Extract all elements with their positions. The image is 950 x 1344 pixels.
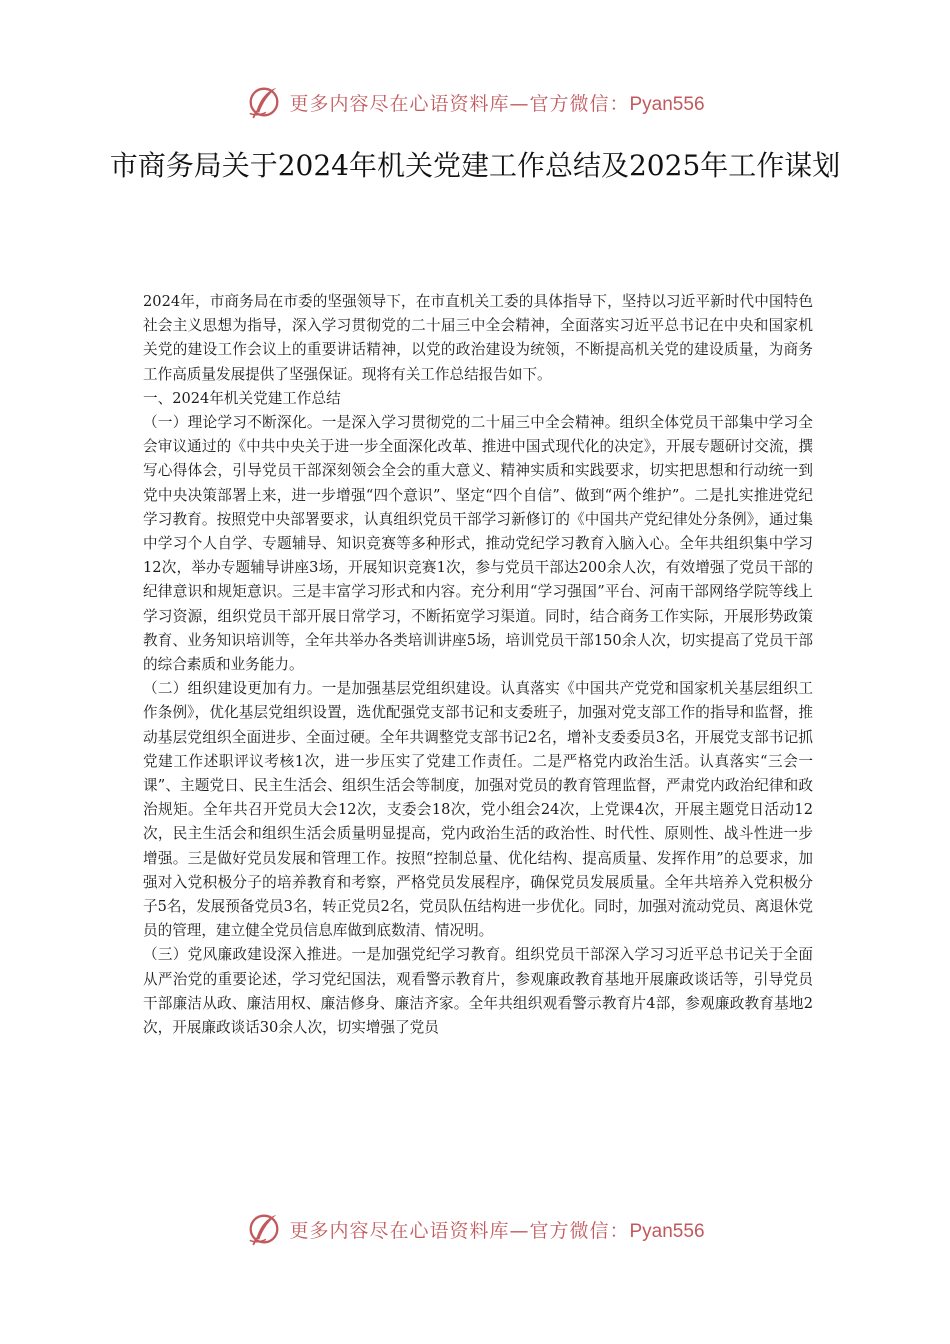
paragraph-organization: （二）组织建设更加有力。一是加强基层党组织建设。认真落实《中国共产党党和国家机关基层组织工作条例》，优化基层党组织设置，选优配强党支部书记和支委班子，加强对党支部工作的指导和监督，推动基层党组织全面进步、全面过硬。全年共调整党支部书记2名，增补支委委员3名，开展党支部书记抓党建工作述职评议考核1次，进一步压实了党建工作责任。二是严格党内政治生活。认真落实“三会一课”、主题党日、民主生活会、组织生活会等制度，加强对党员的教育管理监督，严肃党内政治纪律和政治规矩。全年共召开党员大会12次，支委会18次，党小组会24次，上党课4次，开展主题党日活动12次，民主生活会和组织生活会质量明显提高，党内政治生活的政治性、时代性、原则性、战斗性进一步增强。三是做好党员发展和管理工作。按照“控制总量、优化结构、提高质量、发挥作用”的总要求，加强对入党积极分子的培养教育和考察，严格党员发展程序，确保党员发展质量。全年共培养入党积极分子5名，发展预备党员3名，转正党员2名，党员队伍结构进一步优化。同时，加强对流动党员、离退休党员的管理，建立健全党员信息库做到底数清、情况明。: [143, 680, 813, 940]
paragraph-integrity: （三）党风廉政建设深入推进。一是加强党纪学习教育。组织党员干部深入学习习近平总书记关于全面从严治党的重要论述，学习党纪国法，观看警示教育片，参观廉政教育基地开展廉政谈话等，引导党员干部廉洁从政、廉洁用权、廉洁修身、廉洁齐家。全年共组织观看警示教育片4部，参观廉政教育基地2次，开展廉政谈话30余人次，切实增强了党员: [143, 946, 813, 1037]
section-heading: 一、2024年机关党建工作总结: [143, 389, 341, 407]
footer-banner: [0, 1209, 950, 1249]
paragraph-theory-study: （一）理论学习不断深化。一是深入学习贯彻党的二十届三中全会精神。组织全体党员干部集中学习全会审议通过的《中共中央关于进一步全面深化改革、推进中国式现代化的决定》，开展专题研讨交流，撰写心得体会，引导党员干部深刻领会全会的重大意义、精神实质和实践要求，切实把思想和行动统一到党中央决策部署上来，进一步增强“四个意识”、坚定“四个自信”、做到“两个维护”。二是扎实推进党纪学习教育。按照党中央部署要求，认真组织党员干部学习新修订的《中国共产党纪律处分条例》，通过集中学习个人自学、专题辅导、知识竞赛等多种形式，推动党纪学习教育入脑入心。全年共组织集中学习12次，举办专题辅导讲座3场，开展知识竞赛1次，参与党员干部达200余人次，有效增强了党员干部的纪律意识和规矩意识。三是丰富学习形式和内容。充分利用“学习强国”平台、河南干部网络学院等线上学习资源，组织党员干部开展日常学习，不断拓宽学习渠道。同时，结合商务工作实际，开展形势政策教育、业务知识培训等，全年共举办各类培训讲座5场，培训党员干部150余人次，切实提高了党员干部的综合素质和业务能力。: [143, 414, 813, 674]
wechat-id: Pyan556: [629, 1220, 705, 1242]
feather-pen-logo-icon: [245, 1210, 283, 1248]
document-title: 市商务局关于2024年机关党建工作总结及2025年工作谋划: [109, 149, 841, 182]
document-body: [143, 290, 813, 1040]
banner-text: 更多内容尽在心语资料库—官方微信：Pyan556: [289, 92, 705, 115]
intro-paragraph: 2024年，市商务局在市委的坚强领导下，在市直机关工委的具体指导下，坚持以习近平新时代中国特色社会主义思想为指导，深入学习贯彻党的二十届三中全会精神，全面落实习近平总书记在中央和国家机关党的建设工作会议上的重要讲话精神，以党的政治建设为统领，不断提高机关党的建设质量，为商务工作高质量发展提供了坚强保证。现将有关工作总结报告如下。: [143, 293, 813, 383]
banner-text: 更多内容尽在心语资料库—官方微信：Pyan556: [289, 1219, 705, 1242]
header-banner: [0, 82, 950, 122]
feather-pen-logo-icon: [245, 83, 283, 121]
wechat-id: Pyan556: [629, 93, 705, 115]
